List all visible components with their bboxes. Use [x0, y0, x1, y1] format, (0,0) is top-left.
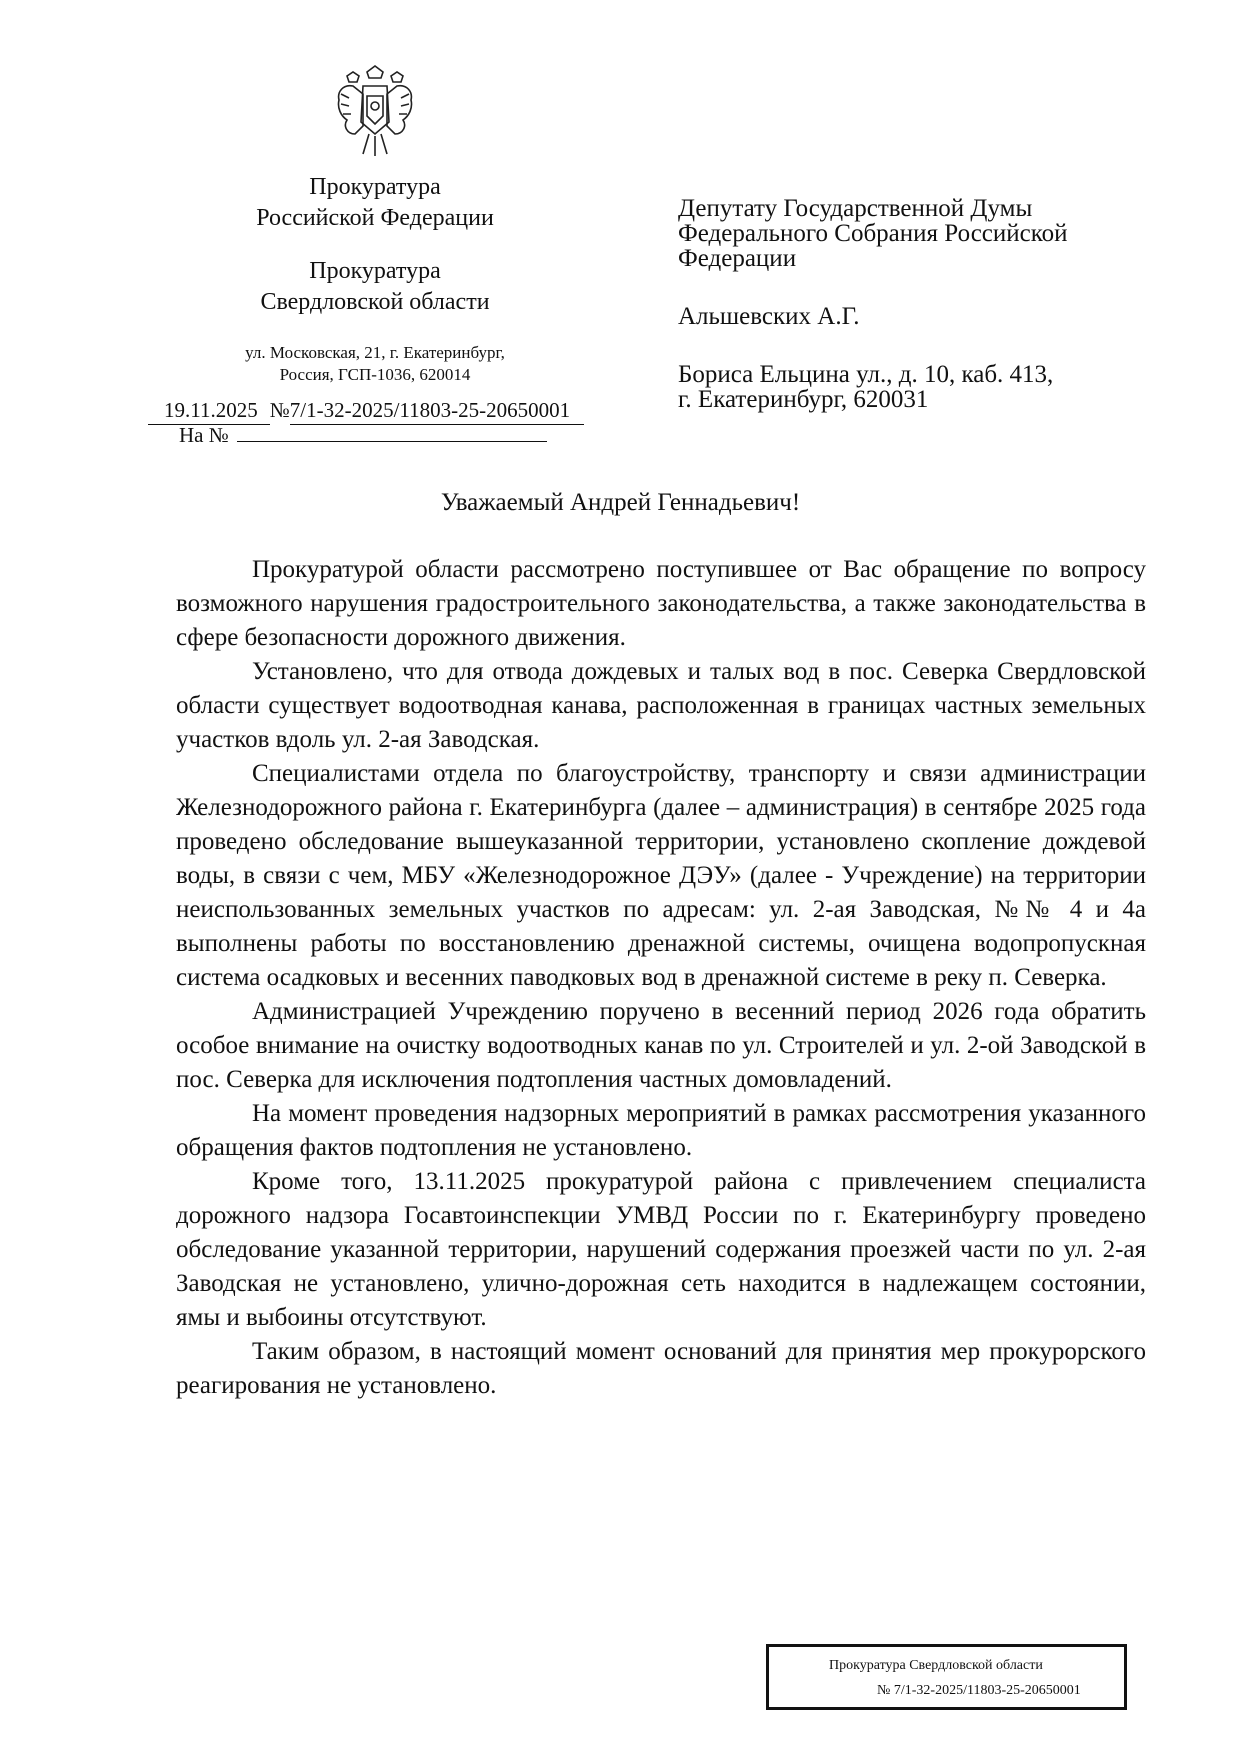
- paragraph: Администрацией Учреждению поручено в весенний период 2026 года обратить особое внимание на очистку водоотводных канав по ул. Строителей и ул. 2-ой Заводской в пос. Северка для исключения подтопления частных домовладений.: [176, 998, 1146, 1093]
- sender-suborg-line1: Прокуратура: [309, 258, 441, 284]
- letter-body: [176, 553, 1146, 1403]
- sender-suborg-line2: Свердловской области: [260, 289, 490, 315]
- sender-address-line2: Россия, ГСП-1036, 620014: [279, 365, 471, 384]
- sender-address-line1: ул. Московская, 21, г. Екатеринбург,: [245, 343, 505, 362]
- stamp-line2: № 7/1-32-2025/11803-25-20650001: [877, 1683, 1081, 1698]
- registration-date: 19.11.2025: [148, 398, 270, 423]
- sender-org-line1: Прокуратура: [309, 174, 441, 200]
- paragraph: Установлено, что для отвода дождевых и талых вод в пос. Северка Свердловской области существует водоотводная канава, расположенная в границах частных земельных участков вдоль ул. 2-ая Заводская.: [176, 658, 1146, 753]
- recipient-name: Альшевских А.Г.: [678, 303, 860, 330]
- paragraph: Прокуратурой области рассмотрено поступившее от Вас обращение по вопросу возможного нарушения градостроительного законодательства, а также законодательства в сфере безопасности дорожного движения.: [176, 556, 1146, 651]
- recipient-address-line1: Бориса Ельцина ул., д. 10, каб. 413,: [678, 361, 1054, 388]
- sender-org: [200, 172, 550, 234]
- reference-label: На №: [179, 423, 229, 447]
- stamp-line1: Прокуратура Свердловской области: [829, 1658, 1043, 1673]
- salutation: Уважаемый Андрей Геннадьевич!: [440, 489, 801, 516]
- paragraph: Специалистами отдела по благоустройству, транспорту и связи администрации Железнодорожного района г. Екатеринбурга (далее – администрация) в сентябре 2025 года проведено обследование вышеуказанной территории, установлено скопление дождевой воды, в связи с чем, МБУ «Железнодорожное ДЭУ» (далее - Учреждение) на территории неиспользованных земельных участков по адресам: ул. 2-ая Заводская, №№ 4 и 4а выполнены работы по восстановлению дренажной системы, очищена водопропускная система осадковых и весенних паводковых вод в дренажной системе в реку п. Северка.: [176, 760, 1146, 991]
- registration-line: [148, 398, 584, 423]
- paragraph: На момент проведения надзорных мероприятий в рамках рассмотрения указанного обращения фактов подтопления не установлено.: [176, 1100, 1146, 1161]
- registration-stamp: [766, 1644, 1127, 1710]
- sender-org-line2: Российской Федерации: [256, 205, 494, 231]
- reference-blank: [237, 423, 547, 442]
- sender-address: [175, 342, 575, 386]
- sender-suborg: [200, 256, 550, 318]
- paragraph: Кроме того, 13.11.2025 прокуратурой района с привлечением специалиста дорожного надзора Госавтоинспекции УМВД России по г. Екатеринбургу проведено обследование указанной территории, нарушений содержания проезжей части по ул. 2-ая Заводская не установлено, улично-дорожная сеть находится в надлежащем состоянии, ямы и выбоины отсутствуют.: [176, 1168, 1146, 1331]
- coat-of-arms-icon: [333, 64, 417, 160]
- registration-number-sign: №: [269, 398, 290, 422]
- recipient-line3: Федерации: [678, 245, 797, 272]
- reference-line: [179, 423, 547, 448]
- registration-number: 7/1-32-2025/11803-25-20650001: [290, 398, 584, 423]
- recipient-line1: Депутату Государственной Думы: [678, 195, 1033, 222]
- recipient-address-line2: г. Екатеринбург, 620031: [678, 386, 929, 413]
- paragraph: Таким образом, в настоящий момент оснований для принятия мер прокурорского реагирования не установлено.: [176, 1338, 1146, 1399]
- recipient-block: [678, 196, 1178, 412]
- recipient-line2: Федерального Собрания Российской: [678, 220, 1068, 247]
